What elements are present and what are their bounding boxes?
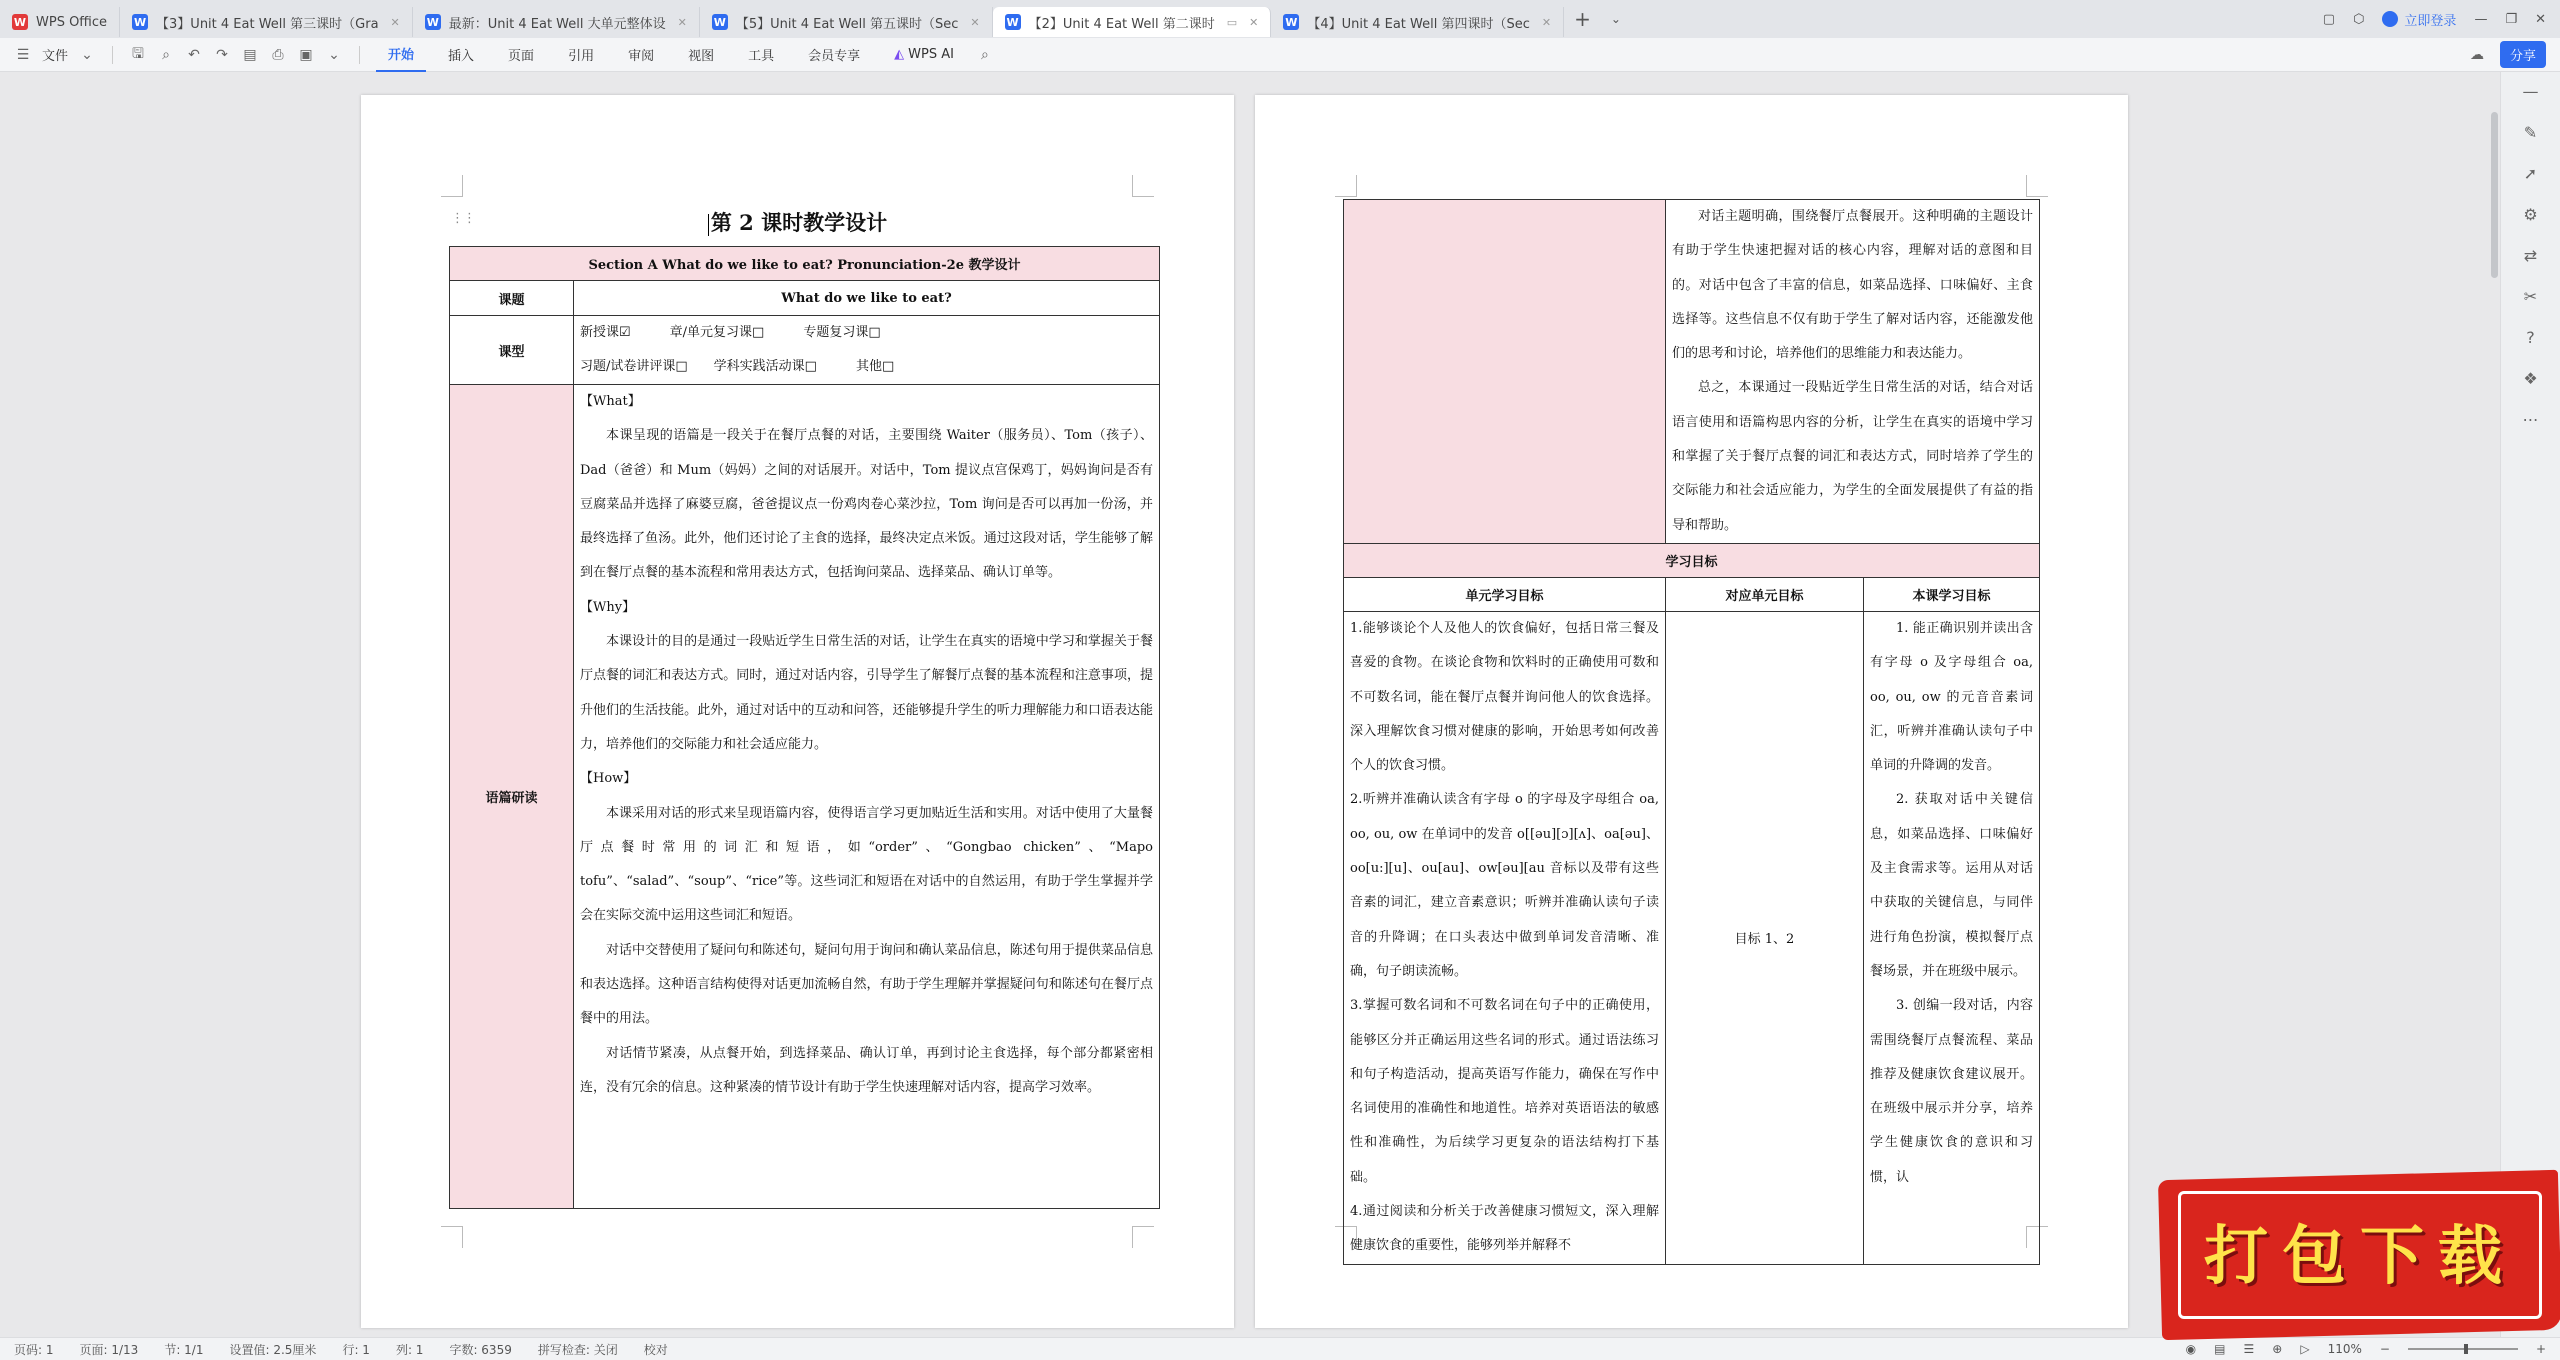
section-header: Section A What do we like to eat? Pronunciation-2e 教学设计 [450,247,1160,281]
close-icon[interactable]: ✕ [970,15,980,29]
status-proof[interactable]: 校对 [643,1342,668,1357]
page-view-icon[interactable]: ▤ [2214,1342,2226,1356]
new-tab-button[interactable]: + [1574,7,1591,31]
web-view-icon[interactable]: ⊕ [2272,1342,2283,1356]
para-what-heading: 【What】 [580,394,641,409]
analysis-label: 语篇研读 [450,385,574,1209]
pointer-icon[interactable]: ➚ [2523,164,2538,183]
translate-icon[interactable]: ⇄ [2523,246,2538,265]
zoom-out-icon[interactable]: − [2379,1342,2390,1356]
cube-icon[interactable]: ⬡ [2353,11,2365,27]
tab-doc-5[interactable]: W 【5】Unit 4 Eat Well 第五课时（Sec ✕ [700,7,993,37]
col-match-goals: 对应单元目标 [1666,577,1864,611]
share-button[interactable]: 分享 [2500,41,2546,68]
settings-icon[interactable]: ⚙ [2523,205,2538,224]
para-why: 本课设计的目的是通过一段贴近学生日常生活的对话，让学生在真实的语境中学习和掌握关于餐厅点餐的词汇和表达方式。同时，通过对话内容，引导学生了解餐厅点餐的基本流程和注意事项，提升他们的生活技能。此外，通过对话中的互动和问答，还能够提升学生的听力理解能力和口语表达能力，培养他们的交际能力和社会适应能力。 [580,634,1153,752]
page-title: 第 2 课时教学设计 [361,207,1234,237]
doc-icon: W [713,15,726,29]
unit-goal-3: 3.掌握可数名词和不可数名词在句子中的正确使用，能够区分并正确运用这些名词的形式。通过语法练习和句子构造活动，提高英语写作能力，确保在写作中名词使用的准确性和地道性。培养对英语语法的敏感性和准确性，为后续学习更复杂的语法结构打下基础。 [1350,998,1659,1185]
collapse-icon[interactable]: — [2522,82,2539,101]
right-sidebar [2500,72,2560,1337]
para-why-heading: 【Why】 [580,599,636,615]
restore-icon[interactable]: ❐ [2505,11,2518,27]
tab-bar [0,0,2560,38]
margin-mark [2026,175,2048,197]
search-icon[interactable]: ⌕ [981,46,989,63]
ai-icon: ◭ [894,47,905,62]
zoom-value[interactable]: 110% [2327,1342,2362,1356]
doc-icon: W [133,15,147,29]
hamburger-icon[interactable]: ☰ [16,46,30,63]
margin-mark [441,1226,463,1248]
download-stamp-button[interactable] [2160,1175,2560,1335]
tab-doc-unit[interactable]: W 最新：Unit 4 Eat Well 大单元整体设 ✕ [413,7,700,37]
unit-goal-2: 2.听辨并准确认读含有字母 o 的字母及字母组合 oa, oo, ou, ow 在单词中的发音 o[[əu][ɔ][ʌ]、oa[əu]、oo[u:][u]、ou[au]、ow[əu][au 音标以及带有这些音素的词汇，建立音素意识；听辨并准确认读句子读音的升降调；在口头表达中做到单词发音清晰、准确，句子朗读流畅。 [1350,792,1659,979]
search-doc-icon[interactable]: ⌕ [162,46,170,63]
para-how-1: 本课采用对话的形式来呈现语篇内容，使得语言学习更加贴近生活和实用。对话中使用了大量餐厅点餐时常用的词汇和短语，如“order”、“Gongbao chicken”、“Mapo tofu”、“salad”、“soup”、“rice”等。这些词汇和短语在对话中的自然运用，有助于学生掌握并学会在实际交流中运用这些词汇和短语。 [580,805,1153,924]
zoom-slider[interactable] [2408,1348,2518,1350]
cloud-icon[interactable]: ☁ [2469,46,2484,63]
document-page-2[interactable] [1255,95,2128,1328]
puzzle-icon[interactable]: ❖ [2523,369,2538,388]
margin-mark [1132,1226,1154,1248]
status-pages[interactable]: 页面: 1/13 [79,1342,139,1357]
zoom-in-icon[interactable]: + [2535,1342,2546,1356]
pdf-icon[interactable]: ▤ [243,46,257,63]
para-summary: 总之，本课通过一段贴近学生日常生活的对话，结合对话语言使用和语篇构思内容的分析，让学生在真实的语境中学习和掌握了关于餐厅点餐的词汇和表达方式，同时培养了学生的交际能力和社会适应能力，为学生的全面发展提供了有益的指导和帮助。 [1672,380,2033,533]
more-icon[interactable]: ⋯ [2522,410,2539,429]
print-icon[interactable]: ⎙ [272,46,284,63]
tab-wps-office[interactable]: W WPS Office [0,7,120,37]
type-options: 新授课☑ 章/单元复习课□ 专题复习课□ 习题/试卷讲评课□ 学科实践活动课□ 其他□ [574,316,1160,385]
unit-goals-cell [1344,611,1666,1264]
doc-icon: W [1285,15,1298,29]
chevron-down-icon[interactable]: ⌄ [328,46,340,63]
match-goals-cell: 目标 1、2 [1666,611,1864,1264]
tab-doc-4[interactable]: W 【4】Unit 4 Eat Well 第四课时（Sec ✕ [1271,7,1564,37]
lesson-value: What do we like to eat? [574,281,1160,316]
save-icon[interactable]: 🖫 [132,45,144,62]
stamp-text: 打包下载 [2204,1219,2516,1294]
status-section: 节: 1/1 [164,1342,204,1357]
vertical-scrollbar[interactable] [2491,112,2498,278]
chevron-down-icon[interactable]: ⌄ [81,46,93,63]
play-icon[interactable]: ▷ [2300,1342,2310,1356]
outline-icon[interactable]: ☰ [2243,1342,2255,1356]
undo-icon[interactable]: ↶ [188,46,200,63]
col-lesson-goals: 本课学习目标 [1864,577,2040,611]
margin-mark [1132,175,1154,197]
menu-review[interactable]: 审阅 [628,49,655,64]
para-how-heading: 【How】 [580,771,637,787]
unit-goal-1: 1.能够谈论个人及他人的饮食偏好，包括日常三餐及喜爱的食物。在谈论食物和饮料时的正确使用可数和不可数名词，能在餐厅点餐并询问他人的饮食选择。深入理解饮食习惯对健康的影响，开始思考如何改善个人的饮食习惯。 [1350,620,1659,774]
menu-insert[interactable]: 插入 [448,49,475,64]
analysis-content [574,385,1160,1209]
objectives-header: 学习目标 [1344,543,2040,577]
status-words[interactable]: 字数: 6359 [449,1342,512,1357]
tab-list-chevron-icon[interactable]: ⌄ [1610,12,1621,26]
status-spell[interactable]: 拼写检查: 关闭 [537,1342,618,1357]
status-bar [0,1337,2560,1360]
close-icon[interactable]: ✕ [677,15,687,29]
document-page-1[interactable] [361,95,1234,1328]
wps-icon: W [13,15,27,29]
image-icon[interactable]: ▣ [299,46,313,63]
col-unit-goals: 单元学习目标 [1344,577,1666,611]
continued-label-cell [1344,200,1666,544]
doc-icon: W [1006,15,1019,29]
close-icon[interactable]: ✕ [1541,15,1552,29]
menu-page[interactable]: 页面 [508,49,535,64]
pen-icon[interactable]: ✎ [2523,123,2538,142]
para-how-3: 对话情节紧凑，从点餐开始，到选择菜品、确认订单，再到讨论主食选择，每个部分都紧密相连，没有冗余的信息。这种紧凑的情节设计有助于学生快速理解对话内容，提高学习效率。 [580,1045,1153,1095]
login-button[interactable]: 立即登录 [2382,10,2456,29]
status-page-no: 页码: 1 [14,1342,54,1357]
help-icon[interactable]: ? [2526,328,2535,347]
close-icon[interactable]: ✕ [1249,15,1259,29]
para-continued-1: 对话主题明确，围绕餐厅点餐展开。这种明确的主题设计有助于学生快速把握对话的核心内容，理解对话的意图和目的。对话中包含了丰富的信息，如菜品选择、口味偏好、主食选择等。这些信息不仅有助于学生了解对话内容，还能激发他们的思考和讨论，培养他们的思维能力和表达能力。 [1672,209,2033,362]
close-icon[interactable]: ✕ [390,15,400,29]
monitor-icon[interactable]: ▭ [1226,15,1238,29]
avatar [2382,11,2398,27]
tab-doc-2-active[interactable]: W 【2】Unit 4 Eat Well 第二课时 ▭ ✕ [993,7,1272,37]
lesson-goal-2: 2. 获取对话中关键信息，如菜品选择、口味偏好及主食需求等。运用从对话中获取的关键信息，与同伴进行角色扮演，模拟餐厅点餐场景，并在班级中展示。 [1870,792,2033,979]
status-row: 行: 1 [342,1342,370,1357]
menu-reference[interactable]: 引用 [568,49,595,64]
tab-doc-3[interactable]: W 【3】Unit 4 Eat Well 第三课时（Gra ✕ [120,7,413,37]
unit-goal-4: 4.通过阅读和分析关于改善健康习惯短文，深入理解健康饮食的重要性，能够列举并解释不 [1350,1204,1659,1254]
drag-handle-icon[interactable]: ⋮⋮ [451,211,475,226]
lesson-table [449,246,1160,1209]
text-cursor [708,214,709,236]
minimize-icon[interactable]: — [2474,11,2488,27]
tools-icon[interactable]: ✂ [2523,287,2538,306]
file-menu[interactable]: 文件 [42,49,69,64]
layout-icon[interactable]: ▢ [2322,11,2336,27]
lesson-label: 课题 [450,281,574,316]
status-setting: 设置值: 2.5厘米 [229,1342,317,1357]
lesson-goal-3: 3. 创编一段对话，内容需围绕餐厅点餐流程、菜品推荐及健康饮食建议展开。在班级中展示并分享，培养学生健康饮食的意识和习惯，认 [1870,998,2033,1185]
lesson-goal-1: 1. 能正确识别并读出含有字母 o 及字母组合 oa, oo, ou, ow 的元音音素词汇，听辨并准确认读句子中单词的升降调的发音。 [1870,620,2033,774]
menu-tools[interactable]: 工具 [748,49,775,64]
ribbon-toolbar [0,38,2560,72]
doc-icon: W [426,15,439,29]
menu-wps-ai[interactable]: ◭ WPS AI [894,47,954,62]
divider [112,46,113,64]
menu-view[interactable]: 视图 [688,49,715,64]
type-label: 课型 [450,316,574,385]
eye-icon[interactable]: ◉ [2185,1342,2197,1356]
menu-member[interactable]: 会员专享 [808,49,861,64]
status-col: 列: 1 [395,1342,424,1357]
para-what: 本课呈现的语篇是一段关于在餐厅点餐的对话，主要围绕 Waiter（服务员）、Tom（孩子）、Dad（爸爸）和 Mum（妈妈）之间的对话展开。对话中，Tom 提议点宫保鸡丁，妈妈询问是否有豆腐菜品并选择了麻婆豆腐，爸爸提议点一份鸡肉卷心菜沙拉，Tom 询问是否可以再加一份汤，并最终选择了鱼汤。此外，他们还讨论了主食的选择，最终决定点米饭。通过这段对话，学生能够了解到在餐厅点餐的基本流程和常用表达方式，包括询问菜品、选择菜品、确认订单等。 [580,428,1153,581]
redo-icon[interactable]: ↷ [216,46,228,63]
margin-mark [1335,175,1357,197]
close-window-icon[interactable]: ✕ [2535,11,2546,27]
objectives-table [1343,199,2040,1265]
lesson-goals-cell [1864,611,2040,1264]
divider [359,46,360,64]
para-how-2: 对话中交替使用了疑问句和陈述句，疑问句用于询问和确认菜品信息，陈述句用于提供菜品信息和表达选择。这种语言结构使得对话更加流畅自然，有助于学生理解并掌握疑问句和陈述句在餐厅点餐中的用法。 [580,942,1153,1027]
menu-home[interactable]: 开始 [376,38,426,72]
continued-content [1666,200,2040,544]
margin-mark [441,175,463,197]
